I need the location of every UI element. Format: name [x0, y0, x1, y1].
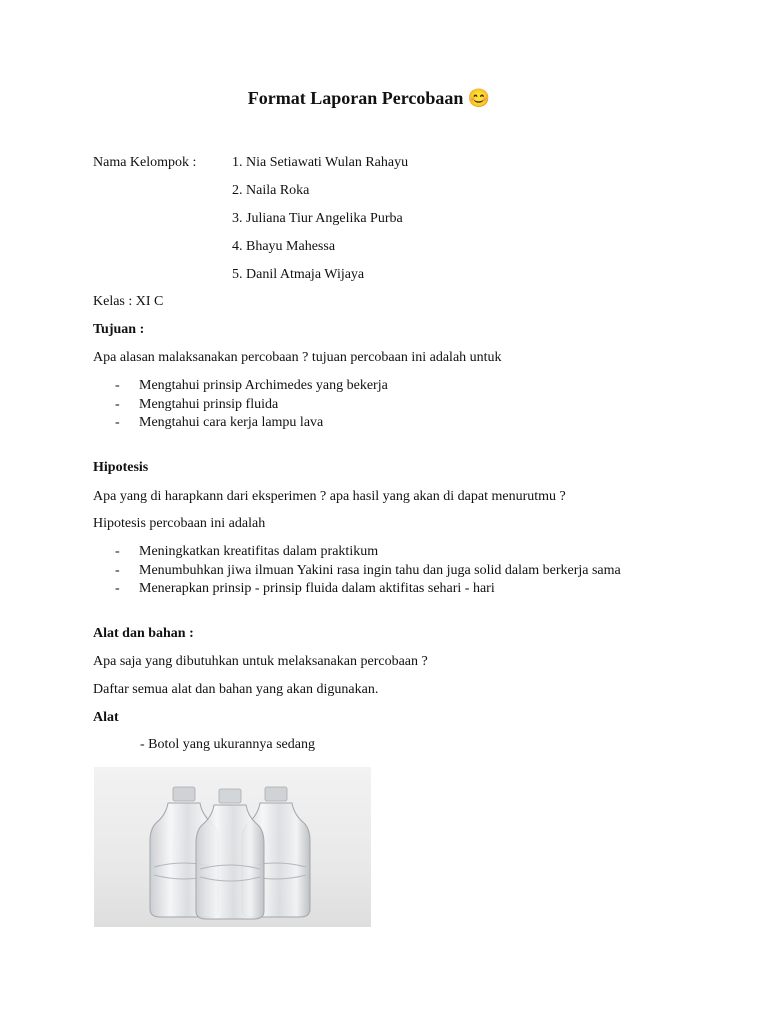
tujuan-question: Apa alasan malaksanakan percobaan ? tujuan percobaan ini adalah untuk: [93, 350, 502, 365]
class-info: Kelas : XI C: [93, 294, 164, 309]
list-item: [93, 562, 621, 581]
group-member: 3. Juliana Tiur Angelika Purba: [232, 211, 403, 226]
list-item-text: Mengtahui cara kerja lampu lava: [139, 415, 324, 430]
list-item-text: Meningkatkan kreatifitas dalam praktikum: [139, 544, 379, 559]
bottles-illustration: [94, 767, 371, 927]
hipotesis-question: Apa yang di harapkann dari eksperimen ? apa hasil yang akan di dapat menurutmu ?: [93, 489, 566, 504]
dash-bullet: -: [115, 396, 120, 412]
dash-bullet: -: [115, 544, 120, 559]
list-item: [93, 396, 388, 415]
group-member: 1. Nia Setiawati Wulan Rahayu: [232, 155, 409, 170]
alat-item: - Botol yang ukurannya sedang: [140, 737, 315, 752]
bottle: [196, 789, 264, 919]
hipotesis-heading: Hipotesis: [93, 460, 149, 475]
list-item: [93, 414, 388, 433]
list-item-text: Menerapkan prinsip - prinsip fluida dalam aktifitas sehari - hari: [139, 581, 495, 596]
alat-bahan-question: Apa saja yang dibutuhkan untuk melaksanakan percobaan ?: [93, 654, 428, 669]
group-member: 5. Danil Atmaja Wijaya: [232, 267, 365, 282]
dash-bullet: -: [115, 581, 120, 596]
list-item: [93, 377, 388, 396]
list-item: [93, 580, 621, 599]
dash-bullet: -: [115, 378, 120, 393]
alat-bahan-heading: Alat dan bahan :: [93, 626, 194, 641]
group-label: Nama Kelompok :: [93, 155, 197, 170]
dash-bullet: -: [115, 562, 120, 578]
list-item-text: Menumbuhkan jiwa ilmuan Yakini rasa ingin tahu dan juga solid dalam berkerja sama: [139, 562, 621, 578]
hipotesis-list: [93, 543, 621, 599]
tujuan-heading: Tujuan :: [93, 322, 145, 337]
tujuan-list: [93, 377, 388, 433]
group-member: 2. Naila Roka: [232, 183, 310, 198]
group-member: 4. Bhayu Mahessa: [232, 239, 336, 254]
list-item-text: Mengtahui prinsip fluida: [139, 396, 279, 412]
list-item-text: Mengtahui prinsip Archimedes yang bekerja: [139, 378, 388, 393]
bottles-photo: [94, 767, 371, 927]
dash-bullet: -: [115, 415, 120, 430]
alat-heading: Alat: [93, 710, 119, 725]
list-item: [93, 543, 621, 562]
page-title: Format Laporan Percobaan 😊: [247, 88, 491, 108]
alat-bahan-intro: Daftar semua alat dan bahan yang akan digunakan.: [93, 682, 379, 697]
hipotesis-intro: Hipotesis percobaan ini adalah: [93, 516, 266, 531]
